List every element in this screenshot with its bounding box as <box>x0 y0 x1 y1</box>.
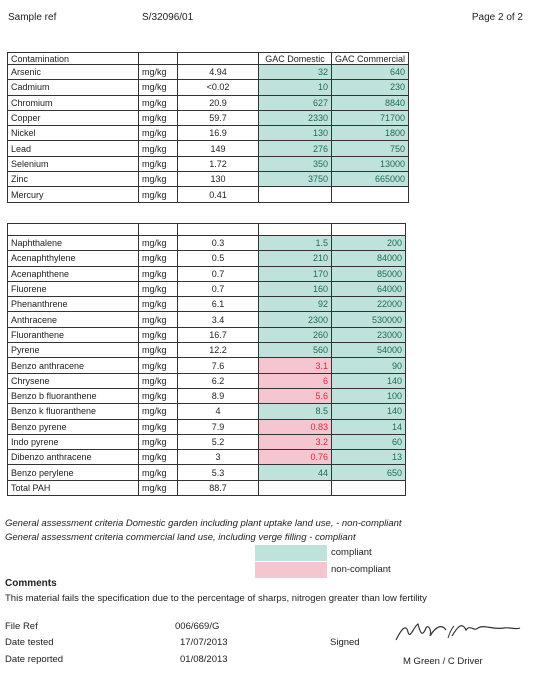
gac-commercial-value: 64000 <box>332 281 406 296</box>
measured-value: 12.2 <box>178 343 259 358</box>
unit-cell: mg/kg <box>139 312 178 327</box>
table-row <box>8 251 406 266</box>
gac-commercial-value: 22000 <box>332 297 406 312</box>
unit-cell: mg/kg <box>139 95 178 110</box>
unit-cell: mg/kg <box>139 251 178 266</box>
measured-value: 20.9 <box>178 95 259 110</box>
measured-value: 0.3 <box>178 236 259 251</box>
measured-value: 8.9 <box>178 388 259 403</box>
table-row <box>8 281 406 296</box>
table-row <box>8 327 406 342</box>
gac-domestic-value: 160 <box>259 281 332 296</box>
gac-domestic-value <box>259 187 332 202</box>
unit-cell: mg/kg <box>139 266 178 281</box>
measured-value: 0.5 <box>178 251 259 266</box>
contaminant-name: Benzo perylene <box>8 465 139 480</box>
gac-commercial-value: 200 <box>332 236 406 251</box>
contaminant-name: Zinc <box>8 172 139 187</box>
table-row <box>8 373 406 388</box>
unit-cell: mg/kg <box>139 236 178 251</box>
gac-domestic-value: 44 <box>259 465 332 480</box>
assessment-domestic: General assessment criteria Domestic garden including plant uptake land use, - non-compliant <box>5 518 402 529</box>
legend-non-compliant-swatch <box>255 562 327 578</box>
gac-domestic-value: 32 <box>259 65 332 80</box>
header-value-blank <box>178 53 259 65</box>
gac-commercial-value: 8840 <box>332 95 409 110</box>
contaminant-name: Chromium <box>8 95 139 110</box>
table-header-row <box>8 53 409 65</box>
gac-domestic-value: 8.5 <box>259 404 332 419</box>
header-gac-domestic: GAC Domestic <box>259 53 332 65</box>
measured-value: 0.7 <box>178 281 259 296</box>
gac-domestic-value: 0.83 <box>259 419 332 434</box>
table-row <box>8 187 409 202</box>
table-row <box>8 312 406 327</box>
gac-commercial-value: 650 <box>332 465 406 480</box>
sample-ref-value: S/32096/01 <box>142 12 194 23</box>
measured-value: 149 <box>178 141 259 156</box>
measured-value: 4 <box>178 404 259 419</box>
gac-commercial-value: 140 <box>332 373 406 388</box>
measured-value: 5.3 <box>178 465 259 480</box>
contaminant-name: Acenaphthylene <box>8 251 139 266</box>
unit-cell: mg/kg <box>139 80 178 95</box>
measured-value: <0.02 <box>178 80 259 95</box>
unit-cell: mg/kg <box>139 373 178 388</box>
spacer-cell <box>259 224 332 236</box>
contaminant-name: Fluorene <box>8 281 139 296</box>
comments-text: This material fails the specification due to the percentage of sharps, nitrogen greater than low fertility <box>5 593 427 604</box>
gac-commercial-value: 13000 <box>332 156 409 171</box>
contaminant-name: Pyrene <box>8 343 139 358</box>
gac-commercial-value: 750 <box>332 141 409 156</box>
table-row <box>8 297 406 312</box>
table-row <box>8 110 409 125</box>
gac-commercial-value: 640 <box>332 65 409 80</box>
measured-value: 16.7 <box>178 327 259 342</box>
gac-commercial-value <box>332 480 406 495</box>
contaminant-name: Benzo b fluoranthene <box>8 388 139 403</box>
pah-table <box>7 223 406 496</box>
signature <box>392 618 522 646</box>
unit-cell: mg/kg <box>139 156 178 171</box>
contaminant-name: Naphthalene <box>8 236 139 251</box>
gac-commercial-value: 54000 <box>332 343 406 358</box>
gac-domestic-value: 92 <box>259 297 332 312</box>
gac-domestic-value: 350 <box>259 156 332 171</box>
date-reported-label: Date reported <box>5 654 64 665</box>
contaminant-name: Benzo k fluoranthene <box>8 404 139 419</box>
contaminant-name: Nickel <box>8 126 139 141</box>
gac-domestic-value: 627 <box>259 95 332 110</box>
measured-value: 88.7 <box>178 480 259 495</box>
measured-value: 7.6 <box>178 358 259 373</box>
sample-ref-label: Sample ref <box>8 12 57 23</box>
gac-commercial-value: 140 <box>332 404 406 419</box>
measured-value: 7.9 <box>178 419 259 434</box>
gac-commercial-value: 530000 <box>332 312 406 327</box>
contaminant-name: Mercury <box>8 187 139 202</box>
gac-domestic-value: 0.76 <box>259 450 332 465</box>
contaminant-name: Chrysene <box>8 373 139 388</box>
spacer-cell <box>332 224 406 236</box>
measured-value: 1.72 <box>178 156 259 171</box>
date-tested-value: 17/07/2013 <box>180 637 228 648</box>
table-row <box>8 450 406 465</box>
unit-cell: mg/kg <box>139 126 178 141</box>
gac-commercial-value <box>332 187 409 202</box>
header-unit-blank <box>139 53 178 65</box>
table-row <box>8 141 409 156</box>
gac-commercial-value: 84000 <box>332 251 406 266</box>
header-gac-commercial: GAC Commercial <box>332 53 409 65</box>
unit-cell: mg/kg <box>139 65 178 80</box>
contaminant-name: Dibenzo anthracene <box>8 450 139 465</box>
gac-commercial-value: 71700 <box>332 110 409 125</box>
contaminant-name: Cadmium <box>8 80 139 95</box>
signed-label: Signed <box>330 637 360 648</box>
measured-value: 130 <box>178 172 259 187</box>
measured-value: 3 <box>178 450 259 465</box>
unit-cell: mg/kg <box>139 388 178 403</box>
header-contamination: Contamination <box>8 53 139 65</box>
gac-domestic-value: 3.2 <box>259 434 332 449</box>
contaminant-name: Copper <box>8 110 139 125</box>
gac-domestic-value: 1.5 <box>259 236 332 251</box>
table-row <box>8 388 406 403</box>
unit-cell: mg/kg <box>139 343 178 358</box>
table-row <box>8 126 409 141</box>
file-ref-value: 006/669/G <box>175 621 220 632</box>
metals-table <box>7 52 409 203</box>
gac-domestic-value: 210 <box>259 251 332 266</box>
unit-cell: mg/kg <box>139 172 178 187</box>
contaminant-name: Fluoranthene <box>8 327 139 342</box>
contaminant-name: Selenium <box>8 156 139 171</box>
table-row <box>8 65 409 80</box>
table-row <box>8 172 409 187</box>
gac-domestic-value: 3.1 <box>259 358 332 373</box>
unit-cell: mg/kg <box>139 450 178 465</box>
gac-domestic-value <box>259 480 332 495</box>
table-row <box>8 404 406 419</box>
gac-domestic-value: 276 <box>259 141 332 156</box>
table-row <box>8 480 406 495</box>
gac-commercial-value: 90 <box>332 358 406 373</box>
gac-commercial-value: 13 <box>332 450 406 465</box>
legend-compliant-swatch <box>255 545 327 561</box>
unit-cell: mg/kg <box>139 327 178 342</box>
assessment-commercial: General assessment criteria commercial land use, including verge filling - compliant <box>5 532 356 543</box>
contaminant-name: Acenaphthene <box>8 266 139 281</box>
unit-cell: mg/kg <box>139 281 178 296</box>
gac-domestic-value: 5.6 <box>259 388 332 403</box>
unit-cell: mg/kg <box>139 187 178 202</box>
spacer-cell <box>8 224 139 236</box>
measured-value: 0.41 <box>178 187 259 202</box>
gac-domestic-value: 2330 <box>259 110 332 125</box>
table-row <box>8 343 406 358</box>
contaminant-name: Benzo pyrene <box>8 419 139 434</box>
date-reported-value: 01/08/2013 <box>180 654 228 665</box>
contaminant-name: Total PAH <box>8 480 139 495</box>
gac-domestic-value: 260 <box>259 327 332 342</box>
file-ref-label: File Ref <box>5 621 38 632</box>
unit-cell: mg/kg <box>139 480 178 495</box>
gac-commercial-value: 60 <box>332 434 406 449</box>
measured-value: 5.2 <box>178 434 259 449</box>
gac-domestic-value: 2300 <box>259 312 332 327</box>
unit-cell: mg/kg <box>139 404 178 419</box>
unit-cell: mg/kg <box>139 465 178 480</box>
contaminant-name: Indo pyrene <box>8 434 139 449</box>
contaminant-name: Lead <box>8 141 139 156</box>
unit-cell: mg/kg <box>139 434 178 449</box>
measured-value: 6.2 <box>178 373 259 388</box>
page-number: Page 2 of 2 <box>471 12 523 23</box>
unit-cell: mg/kg <box>139 297 178 312</box>
measured-value: 6.1 <box>178 297 259 312</box>
gac-domestic-value: 10 <box>259 80 332 95</box>
spacer-cell <box>139 224 178 236</box>
measured-value: 16.9 <box>178 126 259 141</box>
table-row <box>8 156 409 171</box>
table-row <box>8 95 409 110</box>
measured-value: 4.94 <box>178 65 259 80</box>
unit-cell: mg/kg <box>139 110 178 125</box>
date-tested-label: Date tested <box>5 637 54 648</box>
unit-cell: mg/kg <box>139 358 178 373</box>
gac-domestic-value: 3750 <box>259 172 332 187</box>
gac-domestic-value: 170 <box>259 266 332 281</box>
gac-commercial-value: 1800 <box>332 126 409 141</box>
spacer-cell <box>178 224 259 236</box>
legend-compliant-label: compliant <box>331 547 372 558</box>
unit-cell: mg/kg <box>139 419 178 434</box>
unit-cell: mg/kg <box>139 141 178 156</box>
contaminant-name: Arsenic <box>8 65 139 80</box>
gac-domestic-value: 130 <box>259 126 332 141</box>
measured-value: 3.4 <box>178 312 259 327</box>
table-row <box>8 358 406 373</box>
legend-non-compliant-label: non-compliant <box>331 564 391 575</box>
gac-domestic-value: 6 <box>259 373 332 388</box>
gac-commercial-value: 665000 <box>332 172 409 187</box>
table-row <box>8 236 406 251</box>
gac-commercial-value: 230 <box>332 80 409 95</box>
table-row <box>8 465 406 480</box>
table-row <box>8 434 406 449</box>
measured-value: 0.7 <box>178 266 259 281</box>
contaminant-name: Anthracene <box>8 312 139 327</box>
table-row <box>8 80 409 95</box>
table-spacer-row <box>8 224 406 236</box>
gac-commercial-value: 14 <box>332 419 406 434</box>
signatories: M Green / C Driver <box>403 656 483 667</box>
gac-commercial-value: 85000 <box>332 266 406 281</box>
measured-value: 59.7 <box>178 110 259 125</box>
comments-title: Comments <box>5 578 57 589</box>
contaminant-name: Phenanthrene <box>8 297 139 312</box>
table-row <box>8 266 406 281</box>
gac-commercial-value: 100 <box>332 388 406 403</box>
contaminant-name: Benzo anthracene <box>8 358 139 373</box>
gac-domestic-value: 560 <box>259 343 332 358</box>
gac-commercial-value: 23000 <box>332 327 406 342</box>
table-row <box>8 419 406 434</box>
